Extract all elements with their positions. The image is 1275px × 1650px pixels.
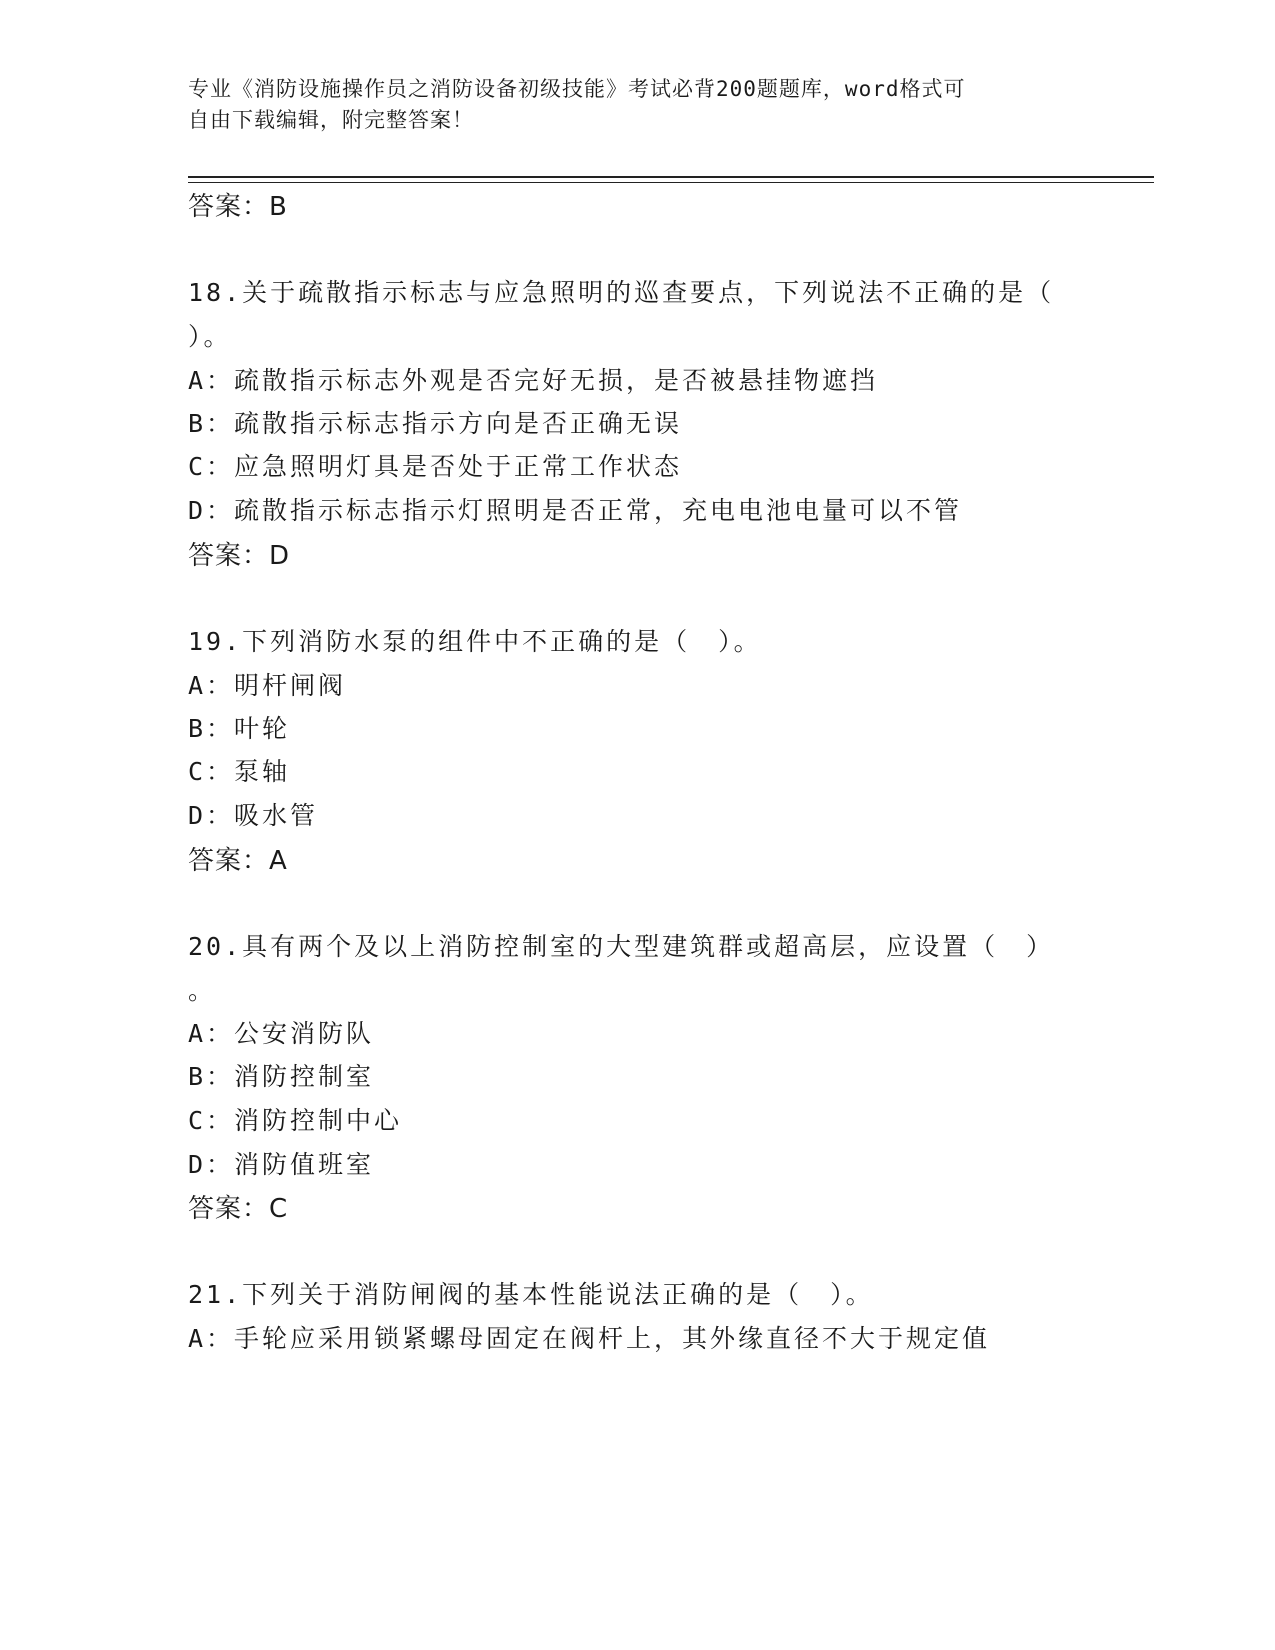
question-stem: 19.下列消防水泵的组件中不正确的是（ ）。 xyxy=(188,627,762,656)
option-c: C：应急照明灯具是否处于正常工作状态 xyxy=(188,452,683,481)
option-d: D：疏散指示标志指示灯照明是否正常，充电电池电量可以不管 xyxy=(188,496,963,525)
answer: 答案：D xyxy=(188,541,291,571)
option-c: C：泵轴 xyxy=(188,757,291,786)
question-stem-continued: 。 xyxy=(188,976,217,1005)
option-d: D：消防值班室 xyxy=(188,1150,375,1179)
header-line-2: 自由下载编辑，附完整答案！ xyxy=(188,108,474,132)
header-divider-thick xyxy=(188,176,1154,178)
question-stem-continued: ）。 xyxy=(188,322,232,351)
option-a: A：疏散指示标志外观是否完好无损，是否被悬挂物遮挡 xyxy=(188,366,879,395)
answer: 答案：C xyxy=(188,1194,289,1224)
option-a: A：公安消防队 xyxy=(188,1019,375,1048)
previous-answer: 答案：B xyxy=(188,192,288,222)
question-stem: 18.关于疏散指示标志与应急照明的巡查要点，下列说法不正确的是（ xyxy=(188,278,1055,307)
option-a: A：明杆闸阀 xyxy=(188,671,347,700)
option-c: C：消防控制中心 xyxy=(188,1106,403,1135)
question-stem: 20.具有两个及以上消防控制室的大型建筑群或超高层，应设置（ ） xyxy=(188,932,1055,961)
header-line-1: 专业《消防设施操作员之消防设备初级技能》考试必背200题题库，word格式可 xyxy=(188,77,966,101)
answer: 答案：A xyxy=(188,846,288,876)
header-divider-thin xyxy=(188,182,1154,183)
option-b: B：消防控制室 xyxy=(188,1062,375,1091)
page-header xyxy=(188,74,1068,136)
option-b: B：疏散指示标志指示方向是否正确无误 xyxy=(188,409,683,438)
option-b: B：叶轮 xyxy=(188,714,291,743)
question-stem: 21.下列关于消防闸阀的基本性能说法正确的是（ ）。 xyxy=(188,1280,874,1309)
option-d: D：吸水管 xyxy=(188,801,319,830)
option-a: A：手轮应采用锁紧螺母固定在阀杆上，其外缘直径不大于规定值 xyxy=(188,1324,991,1353)
